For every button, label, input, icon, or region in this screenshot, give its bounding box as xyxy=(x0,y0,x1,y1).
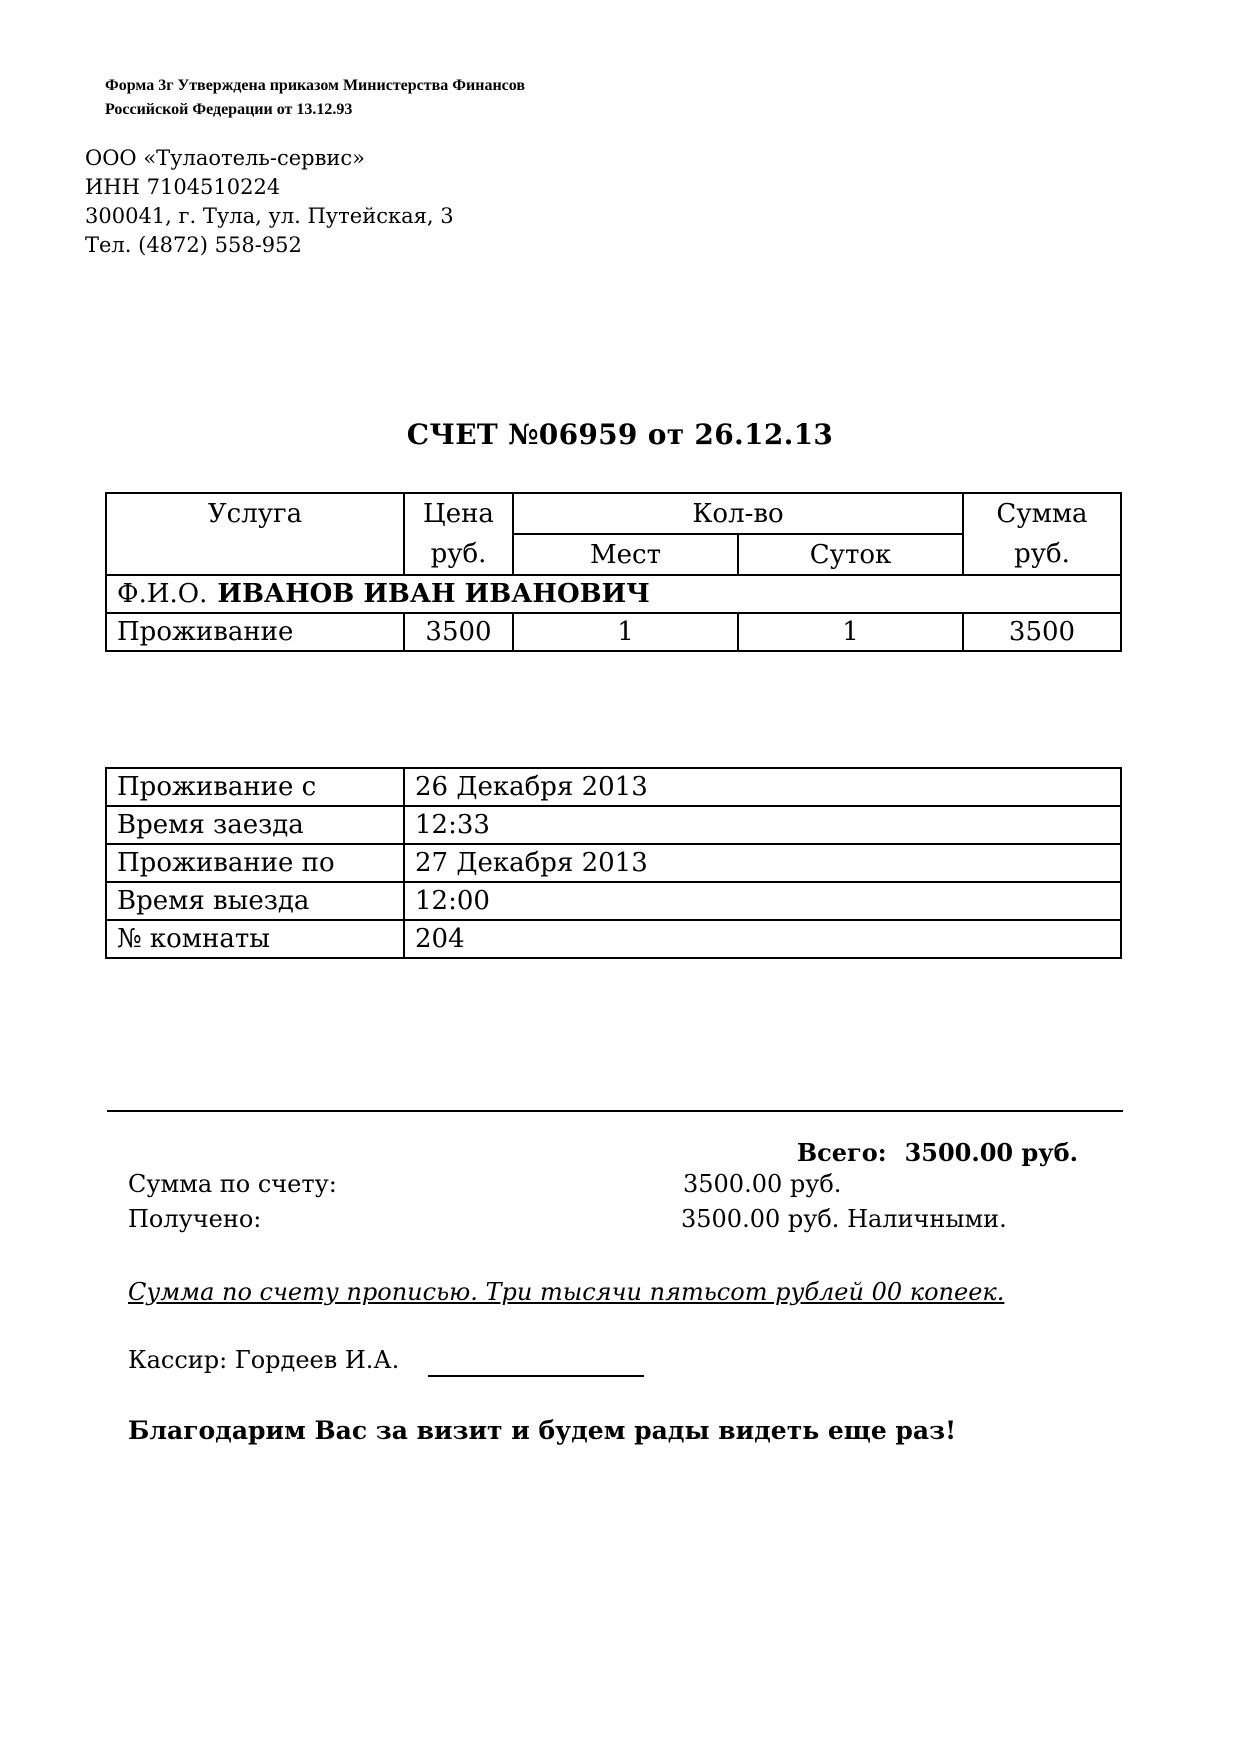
stay-value: 27 Декабря 2013 xyxy=(404,844,1121,882)
stay-row-check-out-time xyxy=(106,882,1121,920)
form-note xyxy=(105,74,525,122)
header-quantity: Кол-во xyxy=(513,493,963,534)
invoice-sum-label: Сумма по счету: xyxy=(128,1170,337,1198)
form-note-line-2: Российской Федерации от 13.12.93 xyxy=(105,101,353,118)
invoice-title: СЧЕТ №06959 от 26.12.13 xyxy=(406,418,834,451)
row-price: 3500 xyxy=(404,613,513,651)
header-price: Цена руб. xyxy=(404,493,513,575)
stay-row-check-in-date xyxy=(106,768,1121,806)
thanks-message: Благодарим Вас за визит и будем рады видеть еще раз! xyxy=(128,1416,957,1445)
stay-value: 204 xyxy=(404,920,1121,958)
header-places: Мест xyxy=(513,534,738,575)
stay-label: № комнаты xyxy=(106,920,404,958)
sum-in-words: Сумма по счету прописью. Три тысячи пятьсот рублей 00 копеек. xyxy=(128,1278,1005,1306)
received-value: 3500.00 руб. Наличными. xyxy=(681,1205,1007,1233)
stay-details-table xyxy=(105,767,1122,959)
signature-line xyxy=(428,1375,644,1377)
stay-row-room-number xyxy=(106,920,1121,958)
header-sum: Сумма руб. xyxy=(963,493,1121,575)
fio-cell xyxy=(106,575,1121,613)
header-days: Суток xyxy=(738,534,963,575)
row-sum: 3500 xyxy=(963,613,1121,651)
stay-label: Проживание по xyxy=(106,844,404,882)
form-note-line-1: Форма 3г Утверждена приказом Министерства Финансов xyxy=(105,77,526,94)
fio-label: Ф.И.О. xyxy=(117,579,208,609)
company-address: 300041, г. Тула, ул. Путейская, 3 xyxy=(85,204,454,228)
table-row xyxy=(106,613,1121,651)
row-places: 1 xyxy=(513,613,738,651)
company-inn: ИНН 7104510224 xyxy=(85,175,281,199)
company-info xyxy=(85,144,454,260)
grand-total xyxy=(797,1138,1078,1167)
divider xyxy=(107,1110,1123,1112)
stay-label: Время выезда xyxy=(106,882,404,920)
company-name: ООО «Тулаотель-сервис» xyxy=(85,146,366,170)
total-label: Всего: xyxy=(796,1138,887,1167)
company-phone: Тел. (4872) 558-952 xyxy=(85,233,302,257)
stay-value: 26 Декабря 2013 xyxy=(404,768,1121,806)
stay-label: Время заезда xyxy=(106,806,404,844)
invoice-sum-value: 3500.00 руб. xyxy=(683,1170,842,1198)
stay-row-check-in-time xyxy=(106,806,1121,844)
stay-value: 12:00 xyxy=(404,882,1121,920)
stay-label: Проживание с xyxy=(106,768,404,806)
cashier-label: Кассир: Гордеев И.А. xyxy=(128,1346,400,1374)
total-value: 3500.00 руб. xyxy=(904,1138,1078,1167)
fio-row xyxy=(106,575,1121,613)
row-days: 1 xyxy=(738,613,963,651)
services-table xyxy=(105,492,1122,652)
stay-value: 12:33 xyxy=(404,806,1121,844)
fio-value: ИВАНОВ ИВАН ИВАНОВИЧ xyxy=(217,579,650,609)
stay-row-check-out-date xyxy=(106,844,1121,882)
header-service: Услуга xyxy=(106,493,404,575)
received-label: Получено: xyxy=(128,1205,262,1233)
services-header-row-1 xyxy=(106,493,1121,534)
row-service: Проживание xyxy=(106,613,404,651)
